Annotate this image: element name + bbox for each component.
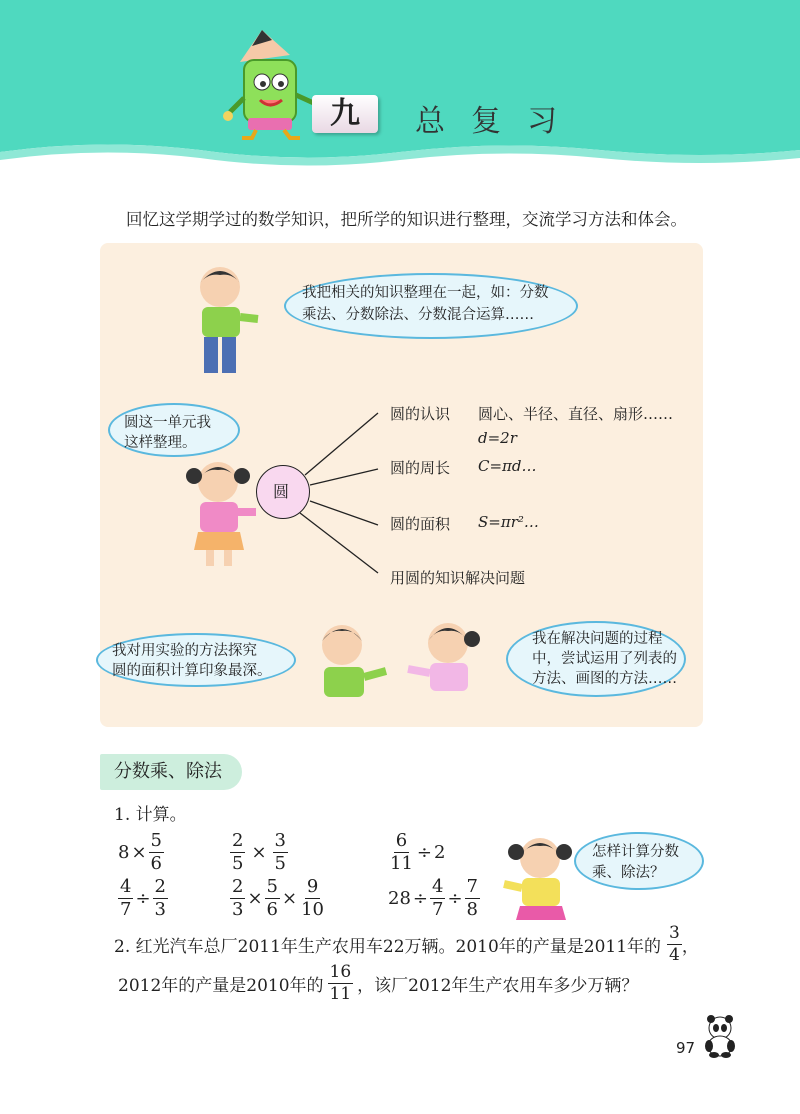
review-panel bbox=[100, 243, 703, 727]
mindmap-branch-label: 圆的周长 bbox=[390, 459, 451, 477]
operator: × bbox=[282, 888, 298, 909]
bubble-text-line: 我在解决问题的过程 bbox=[532, 631, 663, 647]
bubble-text-line: 圆的面积计算印象最深。 bbox=[112, 663, 272, 679]
mindmap-formula: d=2r bbox=[478, 429, 517, 447]
fraction: $\frac{2}{3}$ bbox=[232, 876, 244, 920]
exercise-2-text: 2. 红光汽车总厂2011年生产农用车22万辆。2010年的产量是2011年的 bbox=[114, 937, 662, 957]
fraction: $\frac{2}{3}$ bbox=[154, 876, 166, 920]
bubble-text-line: 方法、画图的方法…… bbox=[532, 671, 677, 687]
section-label: 分数乘、除法 bbox=[100, 754, 242, 790]
number: 28 bbox=[388, 888, 411, 909]
operator: ÷ bbox=[412, 888, 428, 909]
bubble-text-line: 中，尝试运用了列表的 bbox=[532, 651, 677, 667]
fraction: $\frac{5}{6}$ bbox=[266, 876, 278, 920]
exercise-2-text: 2012年的产量是2010年的 bbox=[118, 976, 324, 996]
fraction: $\frac{4}{7}$ bbox=[432, 876, 444, 920]
expression-6 bbox=[388, 878, 480, 919]
bubble-text-line: 圆这一单元我 bbox=[124, 415, 211, 431]
operator: ÷ bbox=[416, 842, 432, 863]
panda-icon bbox=[700, 1014, 740, 1058]
chapter-header-band bbox=[0, 0, 800, 175]
punctuation: ， bbox=[681, 937, 699, 957]
fraction: $\frac{16}{11}$ bbox=[329, 962, 352, 1004]
fraction: $\frac{3}{5}$ bbox=[274, 830, 286, 874]
mindmap-branch-label: 圆的认识 bbox=[390, 405, 451, 423]
expression-4 bbox=[118, 878, 168, 919]
mindmap-formula: C=πd… bbox=[478, 457, 537, 475]
fraction: $\frac{2}{5}$ bbox=[232, 830, 244, 874]
fraction: $\frac{3}{4}$ bbox=[669, 923, 680, 965]
girl-character-icon bbox=[500, 832, 580, 922]
mindmap-formula: S=πr²… bbox=[478, 513, 539, 531]
exercise-2-line-2 bbox=[118, 964, 638, 1003]
chapter-number: 九 bbox=[312, 95, 378, 133]
bubble-text-line: 这样整理。 bbox=[124, 435, 197, 451]
exercise-2-text: ，该厂2012年生产农用车多少万辆？ bbox=[357, 976, 639, 996]
expression-5 bbox=[230, 878, 326, 919]
mindmap-branch-label: 圆的面积 bbox=[390, 515, 451, 533]
mindmap-branch-content: 圆心、半径、直径、扇形…… bbox=[478, 405, 674, 423]
operator: × bbox=[131, 842, 147, 863]
bubble-text-line: 我把相关的知识整理在一起，如：分数 bbox=[302, 285, 549, 301]
exercise-1-label: 1. 计算。 bbox=[114, 805, 187, 825]
mindmap-branch-label: 用圆的知识解决问题 bbox=[390, 569, 526, 587]
fraction: $\frac{7}{8}$ bbox=[466, 876, 478, 920]
girl-character-icon bbox=[400, 617, 490, 707]
fraction: $\frac{9}{10}$ bbox=[301, 876, 324, 920]
operator: × bbox=[251, 842, 267, 863]
operator: ÷ bbox=[447, 888, 463, 909]
exercise-2-line-1 bbox=[114, 925, 699, 964]
bubble-text-line: 怎样计算分数 bbox=[592, 844, 679, 860]
operator: × bbox=[247, 888, 263, 909]
boy-character-icon bbox=[300, 621, 390, 705]
number: 8 bbox=[118, 842, 130, 863]
fraction: $\frac{5}{6}$ bbox=[150, 830, 162, 874]
expression-2 bbox=[230, 832, 288, 873]
page-number: 97 bbox=[676, 1039, 696, 1057]
bubble-text-line: 乘法、分数除法、分数混合运算…… bbox=[302, 307, 534, 323]
operator: ÷ bbox=[135, 888, 151, 909]
intro-text: 回忆这学期学过的数学知识，把所学的知识进行整理，交流学习方法和体会。 bbox=[126, 210, 687, 229]
fraction: $\frac{4}{7}$ bbox=[120, 876, 132, 920]
mindmap-center-label: 圆 bbox=[273, 482, 290, 501]
bubble-text-line: 乘、除法？ bbox=[592, 865, 665, 881]
expression-3 bbox=[388, 832, 445, 873]
fraction: $\frac{6}{11}$ bbox=[390, 830, 413, 874]
number: 2 bbox=[434, 842, 446, 863]
expression-1 bbox=[118, 832, 164, 873]
bubble-text-line: 我对用实验的方法探究 bbox=[112, 643, 257, 659]
chapter-title: 总复习 bbox=[415, 104, 583, 139]
